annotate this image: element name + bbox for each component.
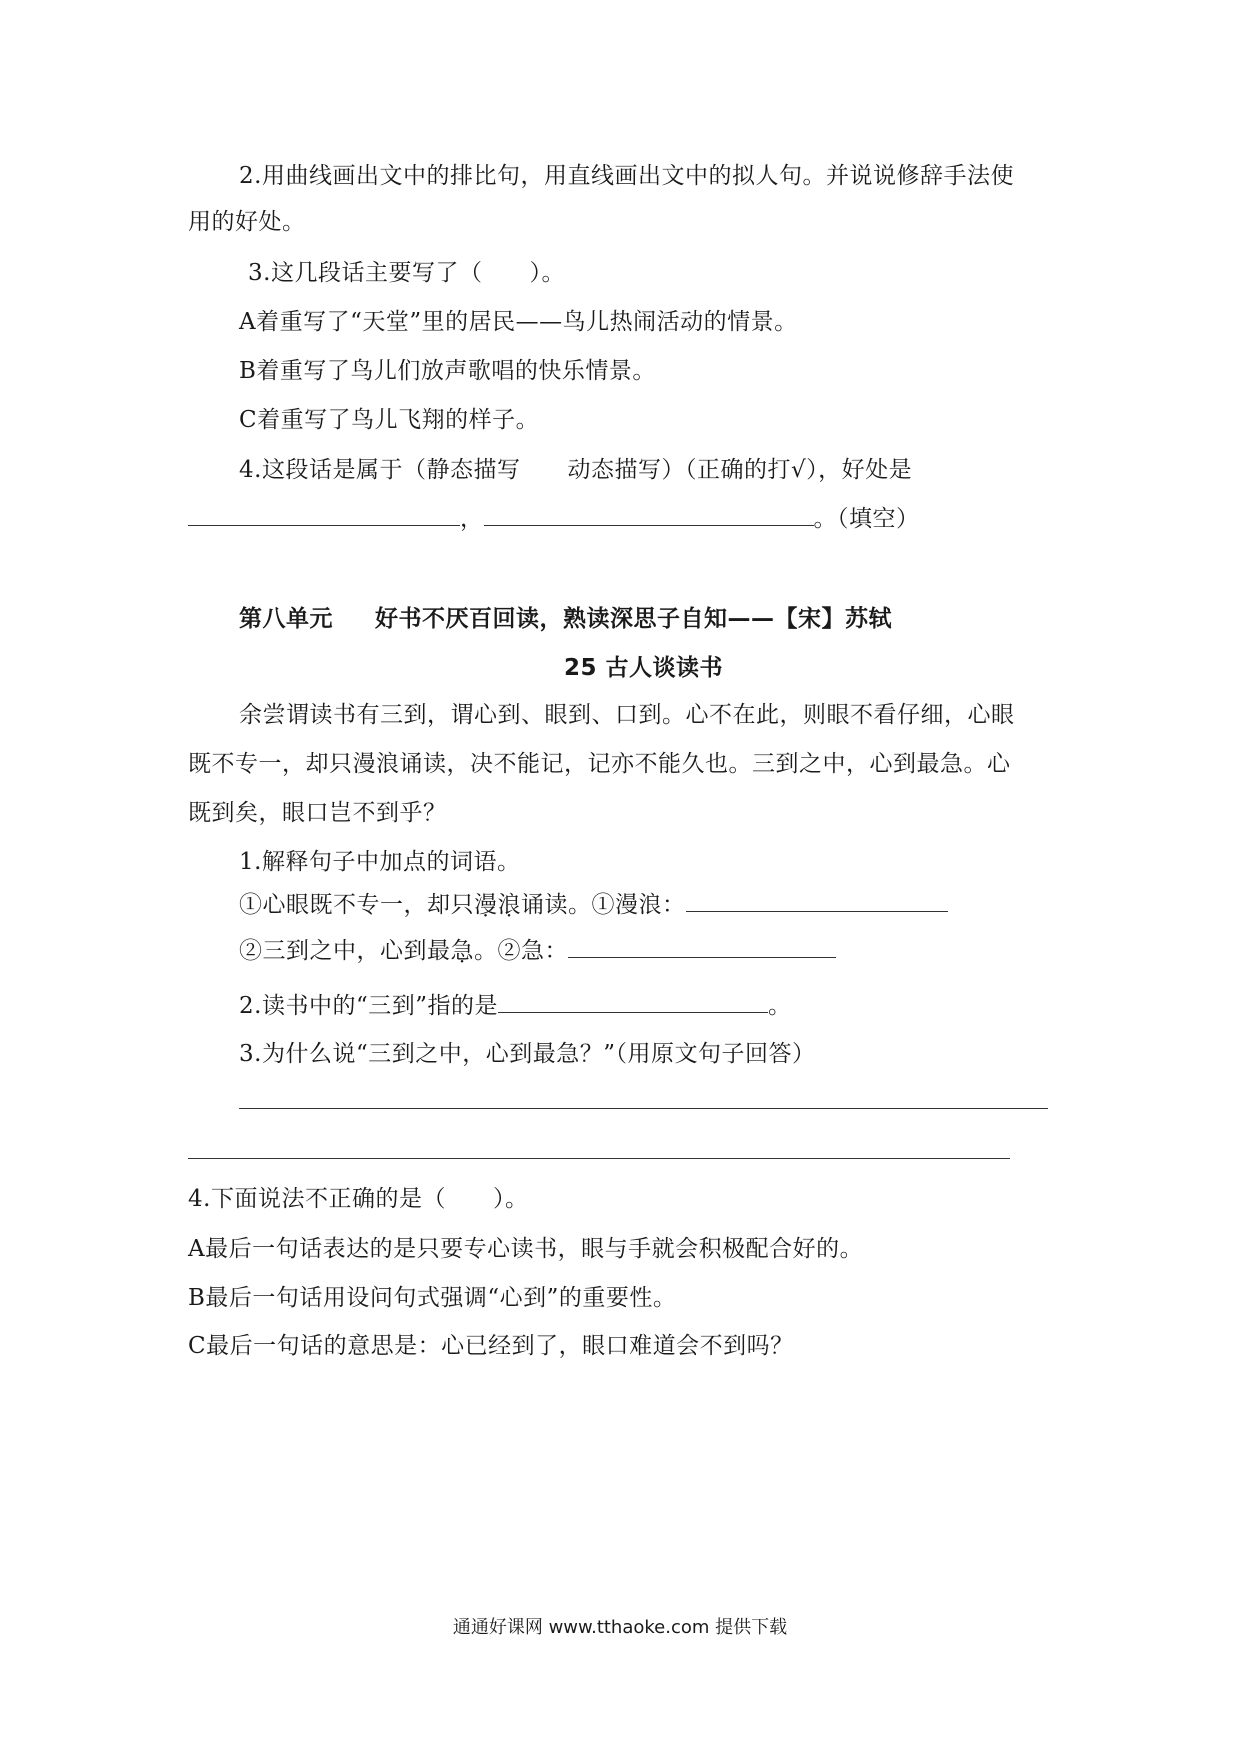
option-a: A最后一句话表达的是只要专心读书，眼与手就会积极配合好的。 xyxy=(188,1236,864,1262)
answer-line[interactable] xyxy=(239,1108,1048,1109)
sub-question-2: 2.读书中的“三到”指的是 。 xyxy=(239,990,791,1021)
option-c: C着重写了鸟儿飞翔的样子。 xyxy=(239,407,540,433)
answer-blank[interactable] xyxy=(484,503,814,526)
footer-credit: 通通好课网 www.tthaoke.com 提供下载 xyxy=(452,1617,788,1638)
lesson-title: 25 古人谈读书 xyxy=(564,655,724,681)
answer-blank[interactable] xyxy=(498,990,768,1013)
sub-question-4: 4.下面说法不正确的是（ ）。 xyxy=(188,1186,529,1212)
passage-line-3: 既到矣，眼口岂不到乎？ xyxy=(188,800,447,826)
unit-heading: 第八单元 好书不厌百回读，熟读深思子自知——【宋】苏轼 xyxy=(239,606,892,632)
sub-question-1: 1.解释句子中加点的词语。 xyxy=(239,849,521,875)
answer-blank[interactable] xyxy=(686,889,948,912)
passage-line-2: 既不专一，却只漫浪诵读，决不能记，记亦不能久也。三到之中，心到最急。心 xyxy=(188,751,1011,777)
sub-question-1b: ②三到之中，心到最急。②急： xyxy=(239,935,836,966)
question-4: 4.这段话是属于（静态描写 动态描写）（正确的打√），好处是 xyxy=(239,457,913,483)
option-b: B着重写了鸟儿们放声歌唱的快乐情景。 xyxy=(239,358,656,384)
question-4-answer-line: ， 。（填空） xyxy=(188,503,920,534)
answer-line[interactable] xyxy=(188,1158,1010,1159)
question-2: 2.用曲线画出文中的排比句，用直线画出文中的拟人句。并说说修辞手法使 xyxy=(239,163,1014,189)
option-b: B最后一句话用设问句式强调“心到”的重要性。 xyxy=(188,1285,677,1311)
option-a: A着重写了“天堂”里的居民——鸟儿热闹活动的情景。 xyxy=(239,309,798,335)
answer-blank[interactable] xyxy=(188,503,460,526)
option-c: C最后一句话的意思是：心已经到了，眼口难道会不到吗？ xyxy=(188,1333,794,1359)
sub-question-1a: ①心眼既不专一，却只漫浪诵读。①漫浪： xyxy=(239,889,948,920)
answer-blank[interactable] xyxy=(568,935,836,958)
sub-question-3: 3.为什么说“三到之中，心到最急？”（用原文句子回答） xyxy=(239,1041,816,1067)
question-2-continued: 用的好处。 xyxy=(188,209,306,235)
passage-line-1: 余尝谓读书有三到，谓心到、眼到、口到。心不在此，则眼不看仔细，心眼 xyxy=(239,702,1015,728)
question-3: 3.这几段话主要写了（ ）。 xyxy=(248,260,565,286)
